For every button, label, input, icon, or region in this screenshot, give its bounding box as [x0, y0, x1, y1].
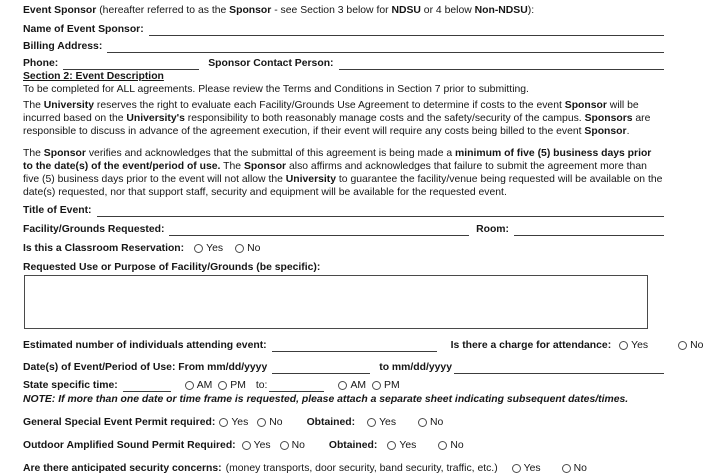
title-of-event-row — [23, 200, 664, 217]
phone-label: Phone: — [23, 58, 59, 69]
start-pm-label: PM — [230, 380, 246, 391]
charge-for-attendance-label: Is there a charge for attendance: — [450, 340, 612, 351]
phone-field[interactable] — [63, 57, 199, 70]
room-field[interactable] — [514, 223, 664, 236]
sponsor-verifies-paragraph: The Sponsor verifies and acknowledges that the submittal of this agreement is being made a minimum of five (5) business days prior to the date(s) of the event/period of use. The Sponsor also affirms and acknowledges that failure to submit the agreement more than five (5) business days prior to the event will not allow the University to guarantee the facility/venue being requested will be available on the date(s) requested, nor that support staff, security and equipment will be available for the requested event. — [23, 148, 663, 198]
general-permit-label: General Special Event Permit required: — [23, 417, 216, 428]
name-of-event-sponsor-label: Name of Event Sponsor: — [23, 24, 144, 35]
general-obtained-no-radio[interactable] — [418, 418, 427, 427]
purpose-textarea[interactable] — [24, 275, 648, 329]
charge-no-group — [678, 339, 703, 352]
security-no-label: No — [573, 463, 587, 474]
sound-permit-no-radio[interactable] — [280, 441, 289, 450]
security-concerns-hint: (money transports, door security, band security, traffic, etc.) — [225, 463, 498, 474]
classroom-reservation-label: Is this a Classroom Reservation: — [23, 243, 185, 254]
title-of-event-field[interactable] — [97, 204, 664, 217]
sound-obtained-no-label: No — [450, 440, 464, 451]
general-permit-yes-label: Yes — [231, 417, 249, 428]
security-yes-label: Yes — [523, 463, 541, 474]
charge-no-radio[interactable] — [678, 341, 687, 350]
room-label: Room: — [476, 224, 509, 235]
charge-no-label: No — [690, 340, 703, 351]
university-paragraph: The University reserves the right to evaluate each Facility/Grounds Use Agreement to determine if costs to the event Sponsor will be incurred based on the University's responsibility to both reasonably manage costs and the safety/security of the campus. Sponsors are responsible to discuss in advance of the agreement execution, if their event will require any costs being billed to the event Sponsor. — [23, 100, 651, 137]
general-permit-no-label: No — [269, 417, 283, 428]
section2-heading: Section 2: Event Description — [23, 71, 164, 82]
billing-address-row — [23, 36, 664, 53]
title-of-event-label: Title of Event: — [23, 205, 92, 216]
security-concerns-label: Are there anticipated security concerns: — [23, 463, 222, 474]
dates-to-label: to mm/dd/yyyy — [379, 362, 452, 373]
charge-yes-group — [619, 339, 648, 352]
end-am-label: AM — [350, 380, 367, 391]
general-obtained-no-label: No — [430, 417, 444, 428]
classroom-reservation-row — [23, 241, 664, 256]
sound-permit-yes-label: Yes — [253, 440, 271, 451]
general-permit-yes-radio[interactable] — [219, 418, 228, 427]
classroom-no-label: No — [247, 243, 261, 254]
note-paragraph: NOTE: If more than one date or time frame is requested, please attach a separate sheet indicating subsequent dates/times. — [23, 394, 629, 405]
security-yes-group — [512, 462, 541, 475]
classroom-no-radio[interactable] — [235, 244, 244, 253]
estimated-attendance-label: Estimated number of individuals attending event: — [23, 340, 267, 351]
start-am-label: AM — [196, 380, 213, 391]
date-to-field[interactable] — [454, 361, 664, 374]
start-am-radio[interactable] — [185, 381, 194, 390]
purpose-label: Requested Use or Purpose of Facility/Grounds (be specific): — [23, 262, 321, 273]
sound-permit-row — [23, 438, 664, 453]
sound-permit-label: Outdoor Amplified Sound Permit Required: — [23, 440, 236, 451]
classroom-yes-group — [194, 242, 223, 255]
general-obtained-yes-radio[interactable] — [367, 418, 376, 427]
general-permit-no-radio[interactable] — [257, 418, 266, 427]
start-am-group — [185, 379, 213, 392]
sponsor-contact-person-label: Sponsor Contact Person: — [208, 58, 334, 69]
sound-permit-no-label: No — [291, 440, 305, 451]
general-permit-row — [23, 415, 664, 430]
sound-obtained-no-group — [438, 439, 463, 452]
sound-obtained-no-radio[interactable] — [438, 441, 447, 450]
date-from-field[interactable] — [272, 361, 370, 374]
estimated-attendance-row — [23, 336, 703, 352]
start-pm-group — [218, 379, 246, 392]
time-end-field[interactable] — [269, 380, 324, 392]
sound-permit-yes-group — [242, 439, 271, 452]
state-specific-time-label: State specific time: — [23, 380, 118, 391]
general-obtained-yes-group — [367, 416, 396, 429]
general-permit-yes-group — [219, 416, 248, 429]
security-no-group — [562, 462, 587, 475]
estimated-attendance-field[interactable] — [272, 339, 437, 352]
classroom-yes-label: Yes — [206, 243, 224, 254]
sound-permit-yes-radio[interactable] — [242, 441, 251, 450]
sound-permit-no-group — [280, 439, 305, 452]
sound-obtained-yes-label: Yes — [399, 440, 417, 451]
billing-address-label: Billing Address: — [23, 41, 103, 52]
intro-text: Event Sponsor — [23, 5, 97, 16]
dates-of-event-label: Date(s) of Event/Period of Use: From mm/dd/yyyy — [23, 362, 268, 373]
time-to-label: to: — [255, 380, 268, 391]
section2-subheading: To be completed for ALL agreements. Please review the Terms and Conditions in Section 7 prior to submitting. — [23, 84, 529, 95]
general-obtained-label: Obtained: — [306, 417, 356, 428]
sound-obtained-yes-radio[interactable] — [387, 441, 396, 450]
end-pm-group — [372, 379, 400, 392]
security-yes-radio[interactable] — [512, 464, 521, 473]
name-of-event-sponsor-field[interactable] — [149, 23, 664, 36]
sound-obtained-yes-group — [387, 439, 416, 452]
facility-room-row — [23, 219, 664, 236]
general-permit-no-group — [257, 416, 282, 429]
event-dates-row — [23, 357, 664, 374]
security-concerns-row — [23, 461, 664, 476]
billing-address-field[interactable] — [107, 40, 664, 53]
end-am-radio[interactable] — [338, 381, 347, 390]
end-pm-radio[interactable] — [372, 381, 381, 390]
facility-grounds-requested-field[interactable] — [169, 223, 469, 236]
charge-yes-radio[interactable] — [619, 341, 628, 350]
time-start-field[interactable] — [123, 380, 171, 392]
sponsor-contact-person-field[interactable] — [339, 57, 665, 70]
security-no-radio[interactable] — [562, 464, 571, 473]
start-pm-radio[interactable] — [218, 381, 227, 390]
charge-yes-label: Yes — [631, 340, 649, 351]
facility-grounds-requested-label: Facility/Grounds Requested: — [23, 224, 165, 235]
end-pm-label: PM — [384, 380, 400, 391]
classroom-yes-radio[interactable] — [194, 244, 203, 253]
end-am-group — [338, 379, 366, 392]
sound-obtained-label: Obtained: — [328, 440, 378, 451]
general-obtained-yes-label: Yes — [379, 417, 397, 428]
name-of-event-sponsor-row — [23, 19, 664, 36]
phone-contact-row — [23, 53, 664, 70]
general-obtained-no-group — [418, 416, 443, 429]
intro-paragraph: Event Sponsor (hereafter referred to as the Sponsor - see Section 3 below for NDSU or 4 below Non-NDSU): — [23, 5, 535, 16]
classroom-no-group — [235, 242, 260, 255]
specific-time-row — [23, 378, 664, 393]
